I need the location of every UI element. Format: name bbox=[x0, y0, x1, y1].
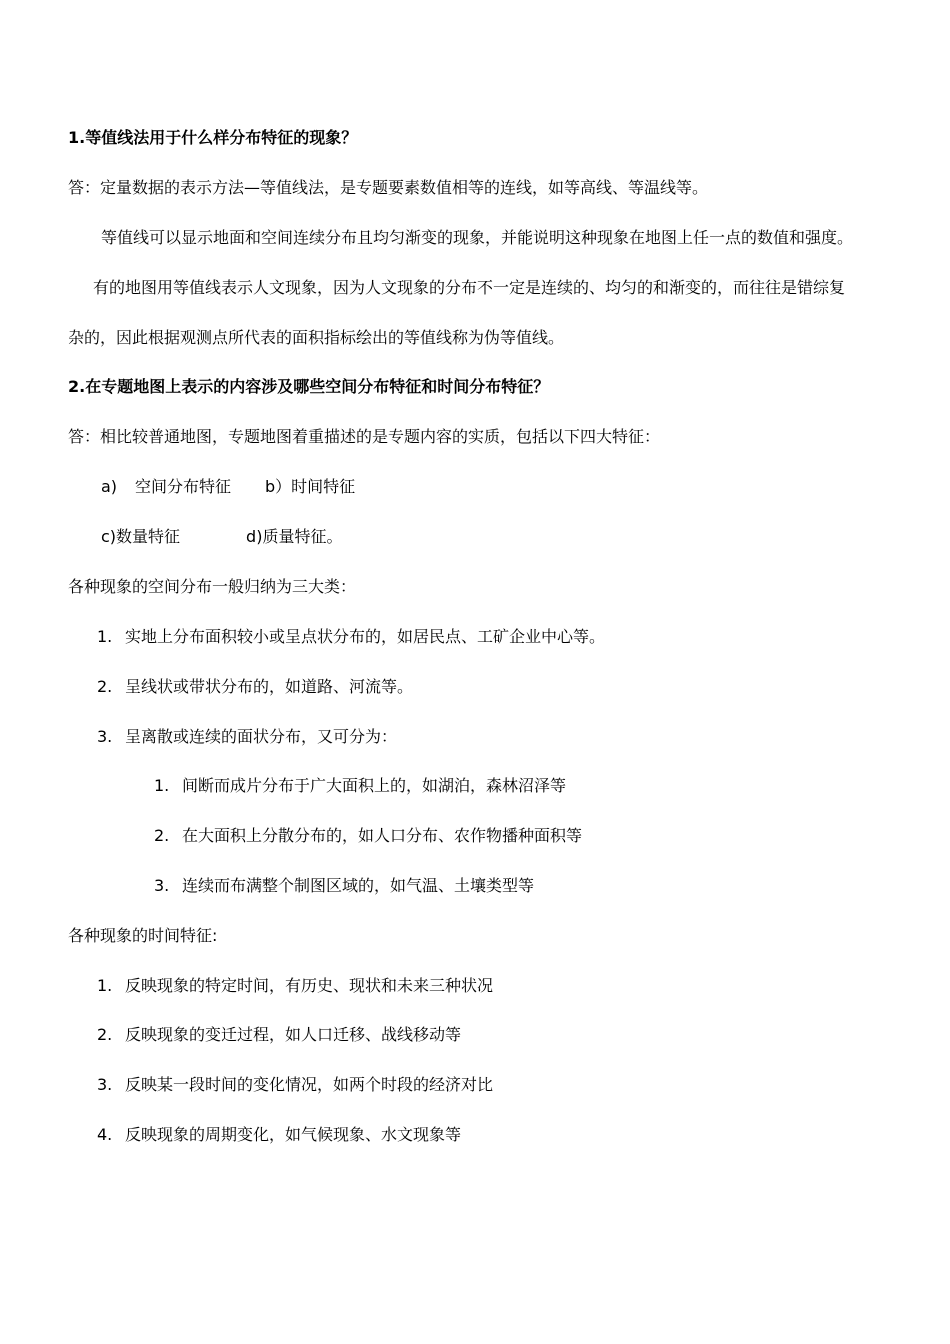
question-1-answer-line: 答：定量数据的表示方法—等值线法，是专题要素数值相等的连线，如等高线、等温线等。 bbox=[68, 178, 709, 197]
list-item-text: 反映现象的特定时间，有历史、现状和未来三种状况 bbox=[125, 976, 494, 995]
question-2-answer-line: 答：相比较普通地图，专题地图着重描述的是专题内容的实质，包括以下四大特征： bbox=[68, 427, 661, 446]
sub-list-item-number: 2. bbox=[154, 826, 170, 845]
list-item bbox=[97, 1125, 461, 1145]
feature-a-text: 空间分布特征 bbox=[135, 477, 232, 496]
sub-list-item-text: 间断而成片分布于广大面积上的，如湖泊，森林沼泽等 bbox=[182, 776, 567, 795]
list-item-number: 1. bbox=[97, 627, 113, 646]
feature-a-marker: a) bbox=[101, 477, 118, 496]
sub-list-item-number: 3. bbox=[154, 876, 170, 895]
list-item bbox=[97, 1075, 493, 1095]
list-item bbox=[97, 627, 605, 647]
sub-list-item bbox=[154, 776, 566, 796]
list-item-number: 3. bbox=[97, 1075, 113, 1094]
list-item-text: 实地上分布面积较小或呈点状分布的，如居民点、工矿企业中心等。 bbox=[125, 627, 606, 646]
list-item bbox=[97, 677, 413, 697]
question-1-paragraph-3-line-1: 有的地图用等值线表示人文现象，因为人文现象的分布不一定是连续的、均匀的和渐变的，而往往是错综复 bbox=[93, 278, 846, 297]
question-1-paragraph-2: 等值线可以显示地面和空间连续分布且均匀渐变的现象，并能说明这种现象在地图上任一点的数值和强度。 bbox=[101, 228, 854, 247]
list-item-number: 2. bbox=[97, 677, 113, 696]
list-item-text: 呈线状或带状分布的，如道路、河流等。 bbox=[125, 677, 414, 696]
list-item-number: 2. bbox=[97, 1025, 113, 1044]
feature-row-ab bbox=[101, 477, 355, 497]
list-item bbox=[97, 727, 397, 747]
question-1-title: 1.等值线法用于什么样分布特征的现象？ bbox=[68, 128, 358, 147]
sub-list-item-text: 在大面积上分散分布的，如人口分布、农作物播种面积等 bbox=[182, 826, 583, 845]
list-item bbox=[97, 1025, 461, 1045]
list-item-text: 反映某一段时间的变化情况，如两个时段的经济对比 bbox=[125, 1075, 494, 1094]
list-item-text: 反映现象的变迁过程，如人口迁移、战线移动等 bbox=[125, 1025, 462, 1044]
sub-list-item-number: 1. bbox=[154, 776, 170, 795]
sub-list-item bbox=[154, 826, 582, 846]
feature-d-text: d)质量特征。 bbox=[246, 527, 343, 546]
list-item-number: 4. bbox=[97, 1125, 113, 1144]
sub-list-item-text: 连续而布满整个制图区域的，如气温、土壤类型等 bbox=[182, 876, 535, 895]
list-item-number: 1. bbox=[97, 976, 113, 995]
list-item bbox=[97, 976, 493, 996]
feature-row-cd bbox=[101, 527, 342, 547]
question-1-paragraph-3-line-2: 杂的，因此根据观测点所代表的面积指标绘出的等值线称为伪等值线。 bbox=[68, 328, 565, 347]
question-2-title: 2.在专题地图上表示的内容涉及哪些空间分布特征和时间分布特征？ bbox=[68, 377, 550, 396]
list-item-number: 3. bbox=[97, 727, 113, 746]
sub-list-item bbox=[154, 876, 534, 896]
spatial-heading: 各种现象的空间分布一般归纳为三大类： bbox=[68, 577, 357, 596]
list-item-text: 反映现象的周期变化，如气候现象、水文现象等 bbox=[125, 1125, 462, 1144]
temporal-heading: 各种现象的时间特征: bbox=[68, 926, 218, 945]
feature-c-text: c)数量特征 bbox=[101, 527, 181, 546]
feature-b-text: b）时间特征 bbox=[265, 477, 356, 496]
list-item-text: 呈离散或连续的面状分布，又可分为： bbox=[125, 727, 398, 746]
